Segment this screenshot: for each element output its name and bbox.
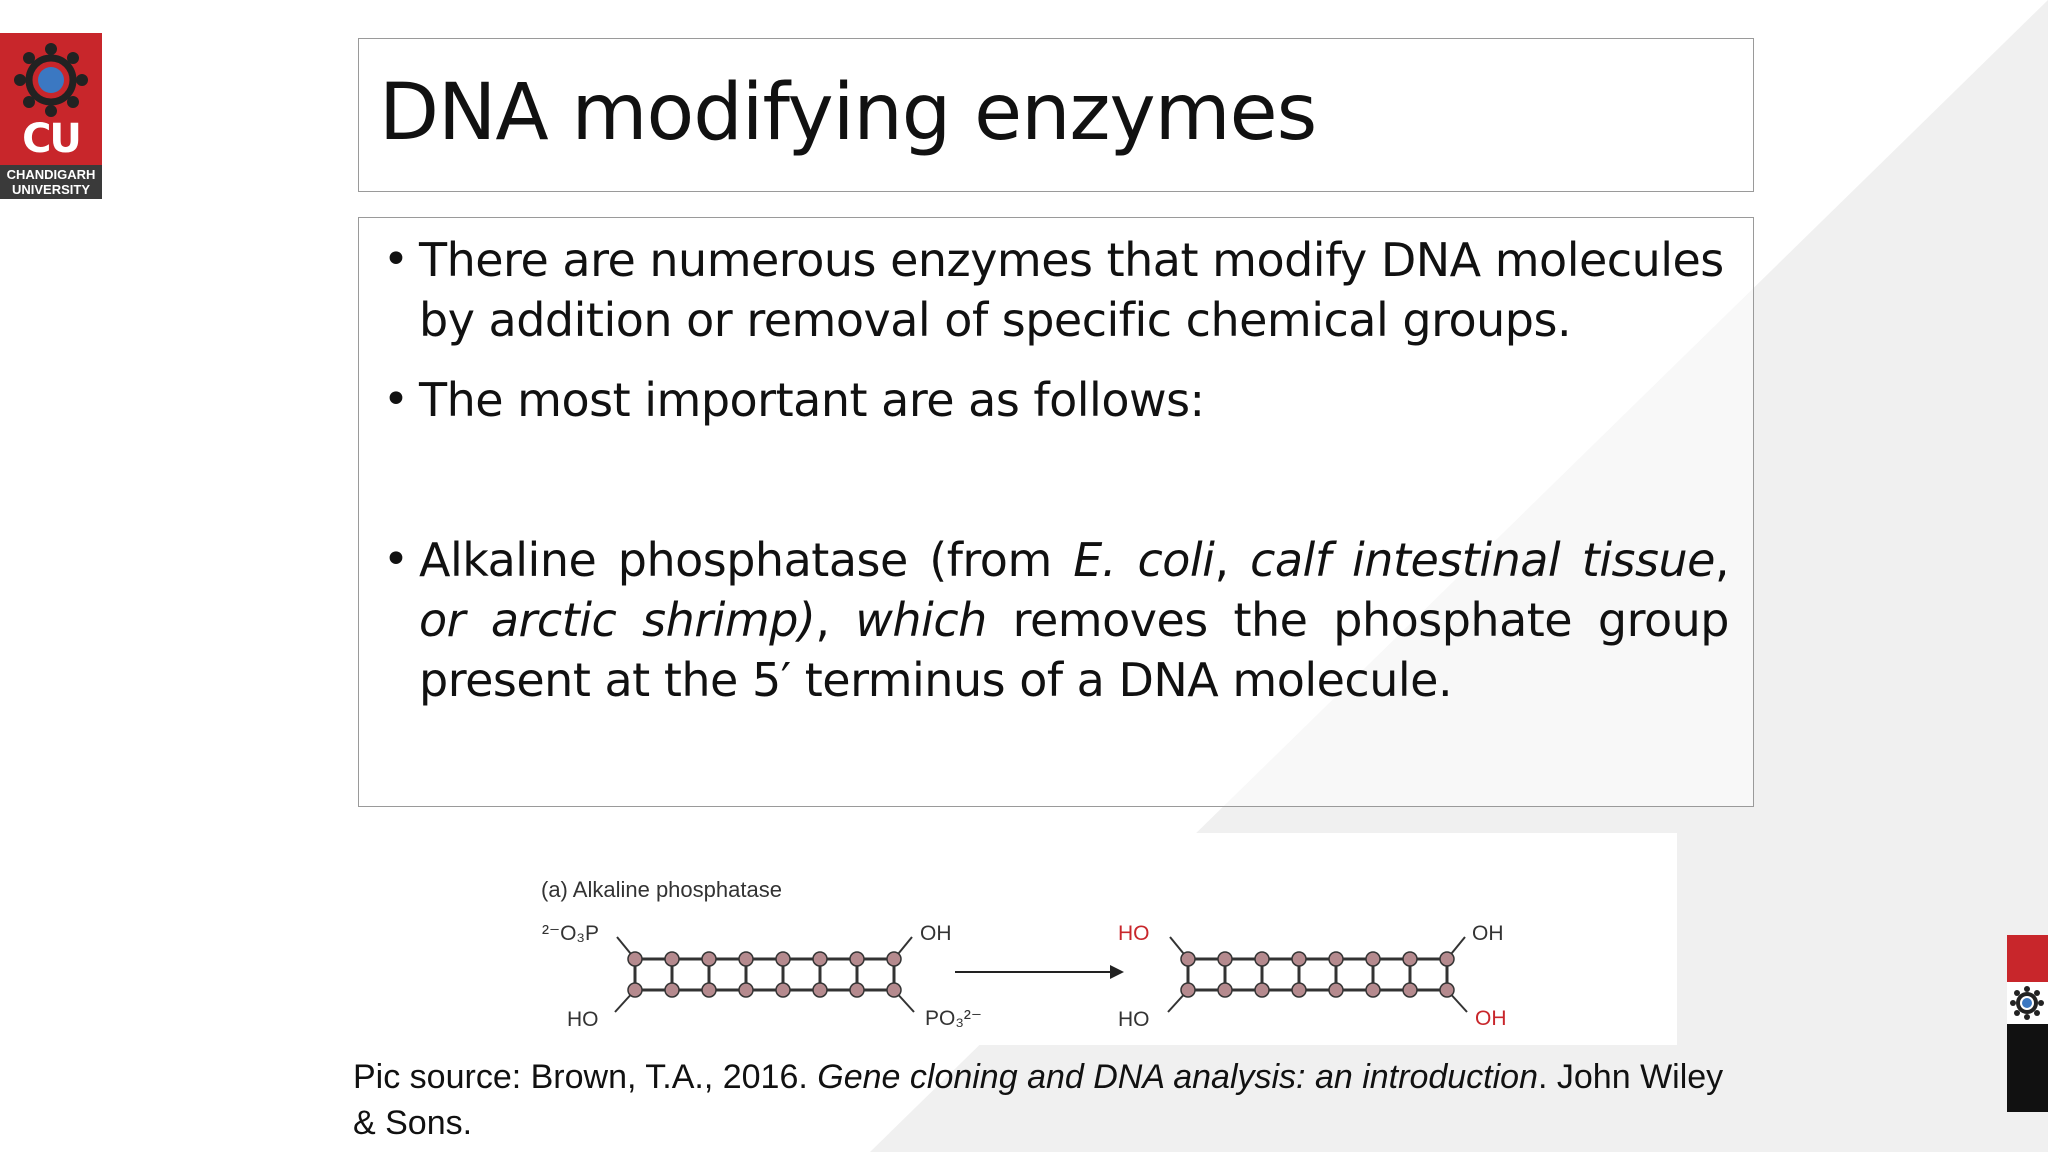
university-logo — [0, 33, 102, 199]
label-left-top-left: ²⁻O₃P — [542, 922, 599, 945]
side-accent-red — [2007, 935, 2048, 982]
content-box — [358, 217, 1754, 807]
nucleotide — [1255, 952, 1269, 966]
nucleotide — [1181, 952, 1195, 966]
label-right-bottom-right: OH — [1475, 1007, 1507, 1030]
logo-initials: CU — [22, 116, 80, 162]
bullet-dot-icon: • — [383, 534, 409, 585]
reaction-arrow-head-icon — [1110, 965, 1124, 979]
label-right-bottom-left: HO — [1118, 1008, 1150, 1031]
nucleotide — [628, 952, 642, 966]
side-gear-icon — [2007, 982, 2048, 1024]
nucleotide — [887, 983, 901, 997]
nucleotide — [776, 952, 790, 966]
dna-molecule-after — [1168, 937, 1467, 1012]
nucleotide — [887, 952, 901, 966]
nucleotide — [665, 952, 679, 966]
nucleotide — [1218, 952, 1232, 966]
label-right-top-right: OH — [1472, 922, 1504, 945]
title-box — [358, 38, 1754, 192]
nucleotide — [702, 983, 716, 997]
dna-molecule-before — [615, 937, 914, 1012]
nucleotide — [813, 952, 827, 966]
figure-caption: (a) Alkaline phosphatase — [541, 877, 782, 902]
nucleotide — [739, 952, 753, 966]
nucleotide — [1329, 952, 1343, 966]
nucleotide — [702, 952, 716, 966]
logo-wheel-icon — [12, 41, 90, 119]
nucleotide — [628, 983, 642, 997]
nucleotide — [850, 952, 864, 966]
nucleotide — [739, 983, 753, 997]
nucleotide — [1329, 983, 1343, 997]
nucleotide — [1181, 983, 1195, 997]
bullet-dot-icon: • — [383, 374, 409, 425]
nucleotide — [1440, 952, 1454, 966]
bullet-item-2: • The most important are as follows: — [419, 370, 1729, 430]
picture-source-citation: Pic source: Brown, T.A., 2016. Gene cloning and DNA analysis: an introduction. John Wiley & Sons. — [353, 1058, 1724, 1142]
nucleotide — [1440, 983, 1454, 997]
bullet-dot-icon: • — [383, 234, 409, 285]
bullet-item-1: • There are numerous enzymes that modify DNA molecules by addition or removal of specific chemical groups. — [419, 230, 1729, 350]
nucleotide — [1292, 952, 1306, 966]
nucleotide — [776, 983, 790, 997]
alkaline-phosphatase-figure — [520, 833, 1677, 1045]
logo-university-name: CHANDIGARH UNIVERSITY — [0, 165, 102, 199]
nucleotide — [813, 983, 827, 997]
nucleotide — [1403, 983, 1417, 997]
label-left-bottom-right: PO₃²⁻ — [925, 1007, 982, 1030]
nucleotide — [1292, 983, 1306, 997]
label-left-bottom-left: HO — [567, 1008, 599, 1031]
nucleotide — [850, 983, 864, 997]
nucleotide — [1366, 952, 1380, 966]
side-accent-black — [2007, 1024, 2048, 1112]
bullet-item-3: • Alkaline phosphatase (from E. coli, calf intestinal tissue, or arctic shrimp), which removes the phosphate group present at the 5′ terminus of a DNA molecule. — [419, 530, 1729, 710]
dna-diagram — [520, 833, 1677, 1045]
nucleotide — [1255, 983, 1269, 997]
nucleotide — [1366, 983, 1380, 997]
label-left-top-right: OH — [920, 922, 952, 945]
nucleotide — [1218, 983, 1232, 997]
nucleotide — [1403, 952, 1417, 966]
label-right-top-left: HO — [1118, 922, 1150, 945]
slide-title: DNA modifying enzymes — [379, 68, 1317, 158]
nucleotide — [665, 983, 679, 997]
